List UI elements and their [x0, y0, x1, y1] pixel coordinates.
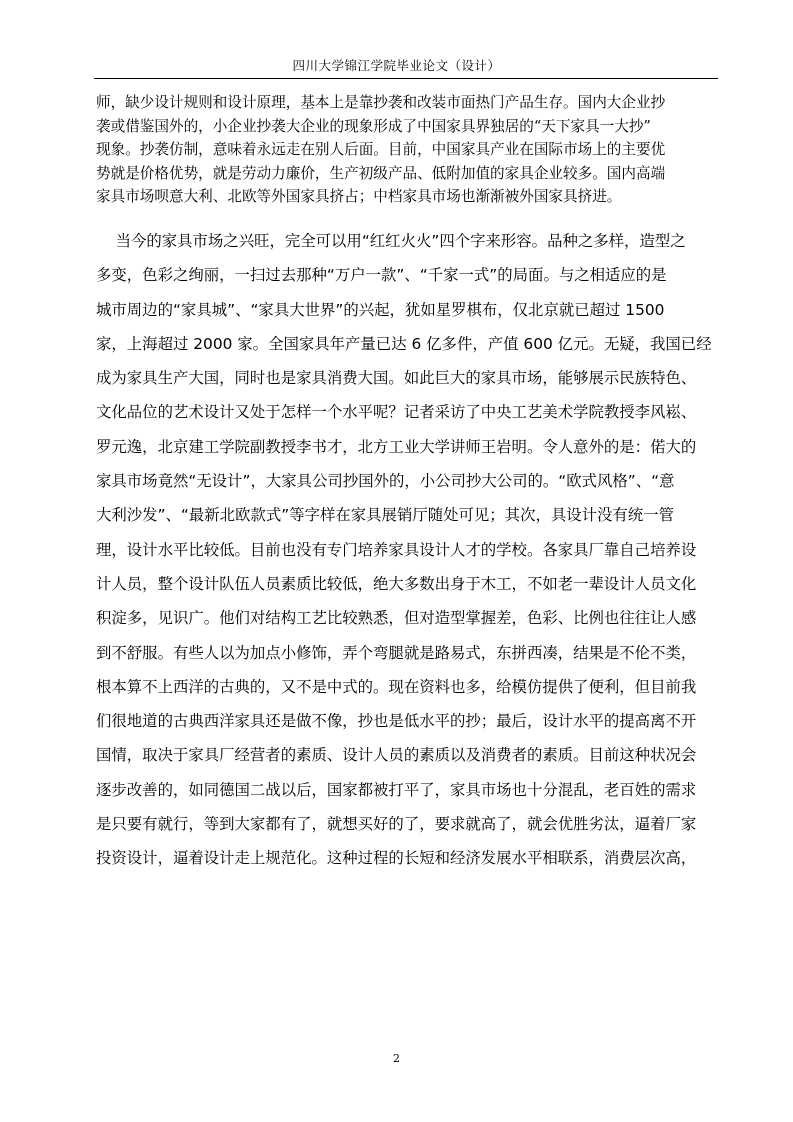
paragraph-line: 大利沙发”、“最新北欧款式”等字样在家具展销厅随处可见；其次，具设计没有统一管: [96, 506, 674, 525]
paragraph-line: 们很地道的古典西洋家具还是做不像，抄也是低水平的抄；最后，设计水平的提高离不开: [96, 712, 697, 731]
paragraph-line: 家具市场呗意大利、北欧等外国家具挤占；中档家具市场也渐渐被外国家具挤进。: [96, 188, 622, 205]
paragraph-line: 积淀多，见识广。他们对结构工艺比较熟悉，但对造型掌握差，色彩、比例也往往让人感: [96, 609, 697, 628]
paragraph-line: 理，设计水平比较低。目前也没有专门培养家具设计人才的学校。各家具厂靠自己培养设: [96, 540, 697, 559]
paragraph-line: 势就是价格优势，就是劳动力廉价，生产初级产品、低附加值的家具企业较多。国内高端: [96, 164, 666, 182]
paragraph-line: 袭或借鉴国外的，小企业抄袭大企业的现象形成了中国家具界独居的“天下家具一大抄”: [96, 117, 651, 135]
paragraph-line: 多变，色彩之绚丽，一扫过去那种“万户一款”、“千家一式”的局面。与之相适应的是: [96, 266, 667, 285]
paragraph-2: [96, 224, 716, 876]
paragraph-line: 文化品位的艺术设计又处于怎样一个水平呢？记者采访了中央工艺美术学院教授李风崧、: [96, 403, 697, 422]
header-divider: [94, 78, 718, 79]
paragraph-line: 师，缺少设计规则和设计原理，基本上是靠抄袭和改装市面热门产品生存。国内大企业抄: [96, 94, 666, 111]
paragraph-line: 罗元逸，北京建工学院副教授李书才，北方工业大学讲师王岩明。令人意外的是：偌大的: [96, 437, 697, 456]
page-header: 四川大学锦江学院毕业论文（设计）: [292, 58, 501, 73]
paragraph-line: 是只要有就行，等到大家都有了，就想买好的了，要求就高了，就会优胜劣汰，逼着厂家: [96, 815, 697, 834]
paragraph-line: 成为家具生产大国，同时也是家具消费大国。如此巨大的家具市场，能够展示民族特色、: [96, 369, 697, 388]
paragraph-line: 城市周边的“家具城”、“家具大世界”的兴起，犹如星罗棋布，仅北京就已超过 1500: [96, 300, 665, 319]
paragraph-line: 当今的家具市场之兴旺，完全可以用“红红火火”四个字来形容。品种之多样，造型之: [96, 232, 686, 250]
page-number: 2: [393, 1052, 400, 1065]
paragraph-line: 逐步改善的，如同德国二战以后，国家都被打平了，家具市场也十分混乱，老百姓的需求: [96, 780, 697, 799]
paragraph-line: 家，上海超过 2000 家。全国家具年产量已达 6 亿多件，产值 600 亿元。无疑，我国已经: [96, 334, 712, 353]
paragraph-line: 计人员，整个设计队伍人员素质比较低，绝大多数出身于木工，不如老一辈设计人员文化: [96, 574, 697, 593]
paragraph-line: 投资设计，逼着设计走上规范化。这种过程的长短和经济发展水平相联系，消费层次高，: [96, 849, 697, 868]
paragraph-line: 根本算不上西洋的古典的，又不是中式的。现在资料也多，给模仿提供了便利，但目前我: [96, 677, 697, 696]
paragraph-line: 家具市场竟然“无设计”，大家具公司抄国外的，小公司抄大公司的。“欧式风格”、“意: [96, 472, 675, 491]
paragraph-1: [96, 91, 716, 209]
paragraph-line: 国情，取决于家具厂经营者的素质、设计人员的素质以及消费者的素质。目前这种状况会: [96, 746, 697, 765]
paragraph-line: 现象。抄袭仿制，意味着永远走在别人后面。目前，中国家具产业在国际市场上的主要优: [96, 141, 666, 158]
paragraph-line: 到不舒服。有些人以为加点小修饰，弄个弯腿就是路易式，东拼西凑，结果是不伦不类，: [96, 643, 697, 662]
